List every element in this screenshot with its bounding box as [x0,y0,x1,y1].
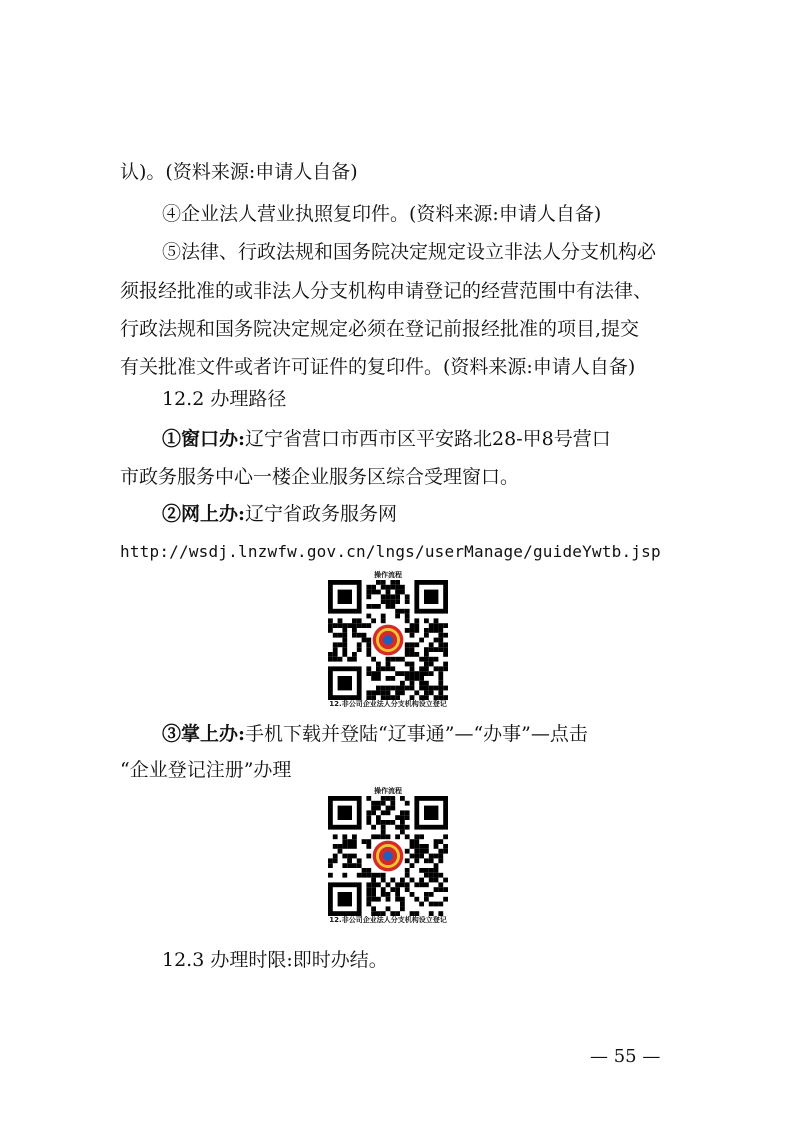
section-heading: 12.3 办理时限:即时办结。 [162,949,388,971]
method-text: 手机下载并登陆“辽事通”—“办事”—点击 [245,723,588,745]
qr-caption-bottom: 12.非公司企业法人分支机构设立登记 [329,700,447,708]
qr-code-block [318,787,458,925]
qr-code-block [318,571,458,709]
section-heading: 12.2 办理路径 [162,388,287,410]
qr-code-icon [328,580,448,700]
paragraph-line: 认)。(资料来源:申请人自备) [120,161,358,183]
paragraph-line [162,502,397,526]
method-text: 辽宁省政务服务网 [245,503,398,525]
paragraph-line: 市政务服务中心一楼企业服务区综合受理窗口。 [120,466,520,488]
url-link[interactable]: http://wsdj.lnzwfw.gov.cn/lngs/userManage/guideYwtb.jsp [120,542,661,561]
page-number: — 55 — [590,1046,661,1067]
paragraph-line [162,427,611,451]
paragraph-line: 须报经批准的或非法人分支机构申请登记的经营范围中有法律、 [120,280,653,302]
qr-caption-bottom: 12.非公司企业法人分支机构设立登记 [329,916,447,924]
qr-code-icon [328,796,448,916]
method-label: ①窗口办: [162,428,246,450]
method-text: 辽宁省营口市西市区平安路北28-甲8号营口 [245,428,611,450]
qr-caption-top: 操作流程 [374,571,402,579]
paragraph-line: 有关批准文件或者许可证件的复印件。(资料来源:申请人自备) [120,356,636,378]
paragraph-line [162,722,588,746]
method-label: ②网上办: [162,503,246,525]
paragraph-line: 行政法规和国务院决定规定必须在登记前报经批准的项目,提交 [120,318,640,340]
qr-caption-top: 操作流程 [374,787,402,795]
paragraph-line: “企业登记注册”办理 [120,759,292,781]
paragraph-line: ④企业法人营业执照复印件。(资料来源:申请人自备) [162,203,602,225]
paragraph-line: ⑤法律、行政法规和国务院决定规定设立非法人分支机构必 [162,241,657,263]
method-label: ③掌上办: [162,723,246,745]
